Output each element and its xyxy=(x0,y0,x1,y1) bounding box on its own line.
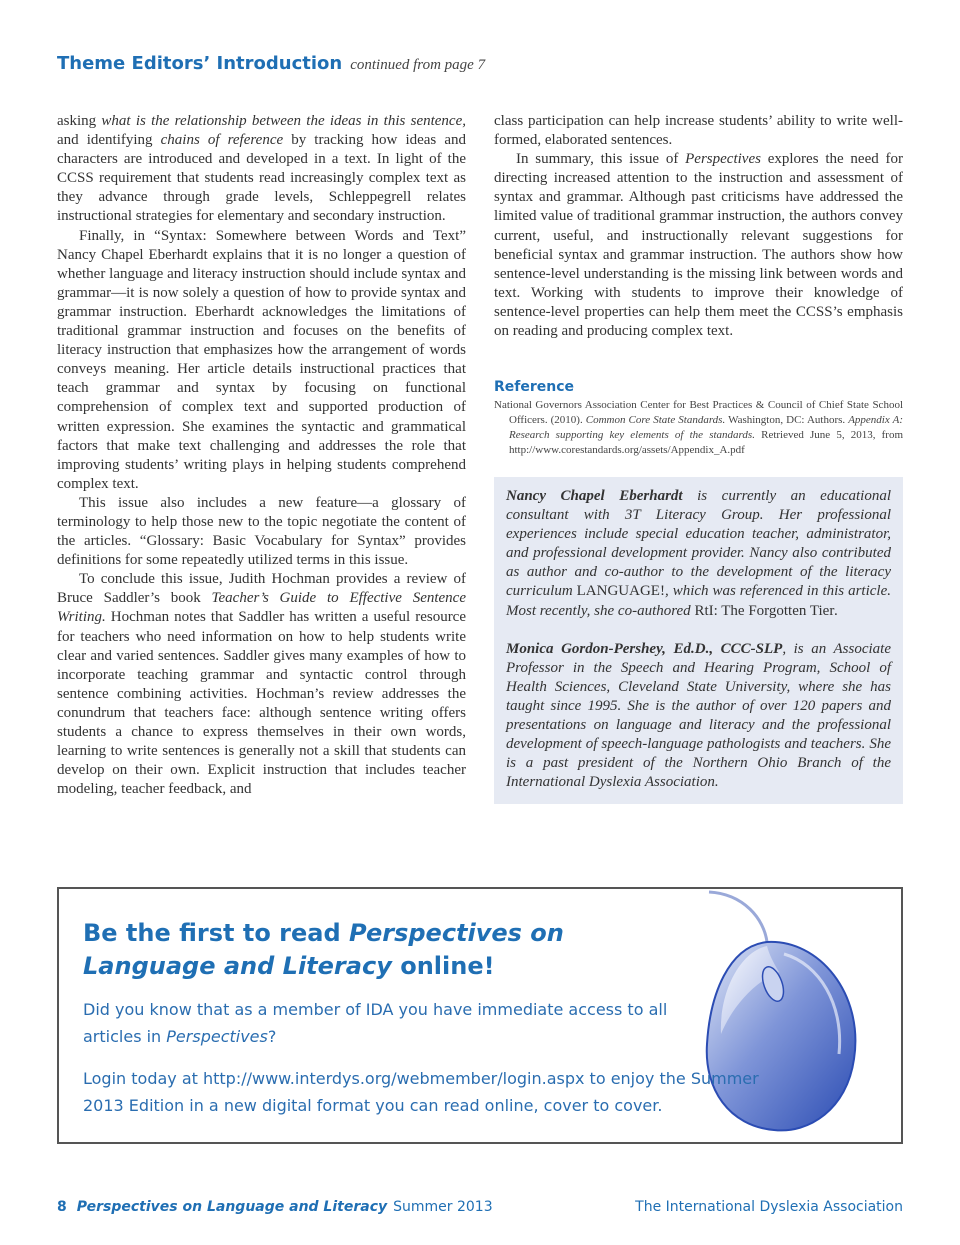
paragraph: Finally, in “Syntax: Somewhere between Words and Text” Nancy Chapel Eberhardt explains that it is no longer a question of whether language and literacy instruction should include syntax and grammar—it is now solely a question of how to provide syntax and grammar instruction. Eberhardt acknowledges the limitations of traditional grammar instruction and focuses on the benefits of literacy instruction that emphasizes how the arrangement of words conveys meaning. Her article details instructional practices that teach grammar and syntax by focusing on functional comprehension of complex text and supported production of written expression. She examines the syntactic and grammatical factors that make text challenging and addresses the role that improving students’ writing plays in helping students comprehend complex text. xyxy=(57,227,466,492)
issue-season: Summer 2013 xyxy=(393,1199,493,1215)
author-bio xyxy=(506,640,891,793)
text-run: by tracking how ideas and characters are introduced and developed in a text. In light of the CCSS requirement that students read increasingly complex text as they advance through grade levels, Schleppegrell relates instructional strategies for elementary and secondary instruction. xyxy=(57,132,466,225)
text-run: asking xyxy=(57,113,102,129)
promo-text xyxy=(83,996,683,1050)
right-column xyxy=(494,112,903,341)
text-run: Be the first to read xyxy=(83,919,350,947)
left-column xyxy=(57,112,466,799)
page-number: 8 xyxy=(57,1199,67,1215)
text-run: National Governors Association Center for Best Practices & Council of Chief State School Officers. (2010). xyxy=(494,399,903,426)
text-run: Did you know that as a member of IDA you have immediate access to all articles in xyxy=(83,1000,668,1046)
promo-heading xyxy=(83,917,703,983)
reference-heading: Reference xyxy=(494,379,575,395)
text-run: . xyxy=(834,602,839,619)
author-name: Monica Gordon-Pershey, Ed.D., CCC-SLP xyxy=(506,640,783,657)
page-footer xyxy=(57,1199,903,1215)
reference-entry xyxy=(494,398,903,458)
italic-run: Perspectives xyxy=(166,1027,268,1046)
running-header xyxy=(57,53,485,74)
italic-run: chains of reference xyxy=(160,132,284,149)
text-run: Washington, DC: Authors. xyxy=(725,414,849,426)
italic-run: Perspectives xyxy=(685,151,761,168)
author-bio-box xyxy=(494,477,903,804)
online-promo-box xyxy=(57,887,903,1144)
paragraph xyxy=(57,570,466,799)
promo-login-text: Login today at http://www.interdys.org/webmember/login.aspx to enjoy the Summer 2013 Edition in a new digital format you can read online, cover to cover. xyxy=(83,1069,759,1115)
journal-title: Perspectives on Language and Literacy xyxy=(83,919,564,980)
text-run: Retrieved June 5, 2013, from http://www.corestandards.org/assets/Appendix_A.pdf xyxy=(509,429,903,456)
book-title: Teacher’s Guide to Effective Sentence Writing. xyxy=(57,590,466,626)
paragraph xyxy=(494,150,903,341)
text-run: Hochman notes that Saddler has written a useful resource for teachers who need information on how to help students write clear and varied sentences. Saddler gives many examples of how to incorporate teaching grammar and syntactic control through sentence combining activities. Hochman’s review addresses the conundrum that teachers face: although sentence writing offers students a chance to express themselves in their own words, learning to write sentences is generally not a skill that students can develop on their own. Explicit instruction that includes teacher modeling, teacher feedback, and xyxy=(57,609,466,798)
text-run: , is an Associate Professor in the Speech and Hearing Program, School of Health Sciences, Cleveland State University, where she has taught since 1995. She is the author of over 120 papers and presentations on language and literacy and the professional development of speech-language pathologists and teachers. She is a past president of the Northern Ohio Branch of the International Dyslexia Association. xyxy=(506,640,891,791)
text-run: and identifying xyxy=(57,132,161,149)
section-title: Theme Editors’ Introduction xyxy=(57,53,343,74)
paragraph xyxy=(57,112,466,227)
italic-run: Common Core State Standards. xyxy=(585,414,726,426)
text-run: , which was referenced in this article. Most recently, she co-authored xyxy=(506,583,891,619)
journal-name: Perspectives on Language and Literacy xyxy=(76,1199,388,1215)
text-run: is currently an educational consultant with 3T Literacy Group. Her professional experiences include special education teacher, administrator, and professional development provider. Nancy also contributed as author and co-author to the development of the literacy curriculum xyxy=(506,488,891,600)
author-bio xyxy=(506,487,891,621)
paragraph: class participation can help increase students’ ability to write well-formed, elaborated sentences. xyxy=(494,113,903,149)
text-run: explores the need for directing increased attention to the instruction and assessment of syntax and grammar. Although past criticisms have addressed the limited value of traditional grammar instruction, the authors convey current, useful, and instructionally relevant suggestions for beneficial syntax and grammar instruction. The authors show how sentence-level understanding is the missing link between words and text. Working with students to improve their knowledge of sentence-level properties can help them meet the CCSS’s emphasis on reading and producing complex text. xyxy=(494,151,903,340)
text-run: To conclude this issue, Judith Hochman provides a review of Bruce Saddler’s book xyxy=(57,571,466,607)
text-run: online! xyxy=(391,952,495,980)
italic-run: what is the relationship between the ideas in this sentence, xyxy=(101,113,466,129)
text-run: ? xyxy=(267,1027,277,1046)
upright-run: RtI: The Forgotten Tier xyxy=(694,602,835,619)
text-run: In summary, this issue of xyxy=(516,151,686,168)
upright-run: LANGUAGE! xyxy=(576,583,665,600)
paragraph: This issue also includes a new feature—a glossary of terminology to help those new to the topic negotiate the content of the articles. “Glossary: Basic Vocabulary for Syntax” provides definitions for some repeatedly utilized terms in this issue. xyxy=(57,494,466,569)
italic-run: Appendix A: Research supporting key elements of the standards. xyxy=(509,414,903,441)
author-name: Nancy Chapel Eberhardt xyxy=(506,488,683,504)
continued-note: continued from page 7 xyxy=(350,57,486,73)
organization-name: The International Dyslexia Association xyxy=(635,1199,903,1215)
